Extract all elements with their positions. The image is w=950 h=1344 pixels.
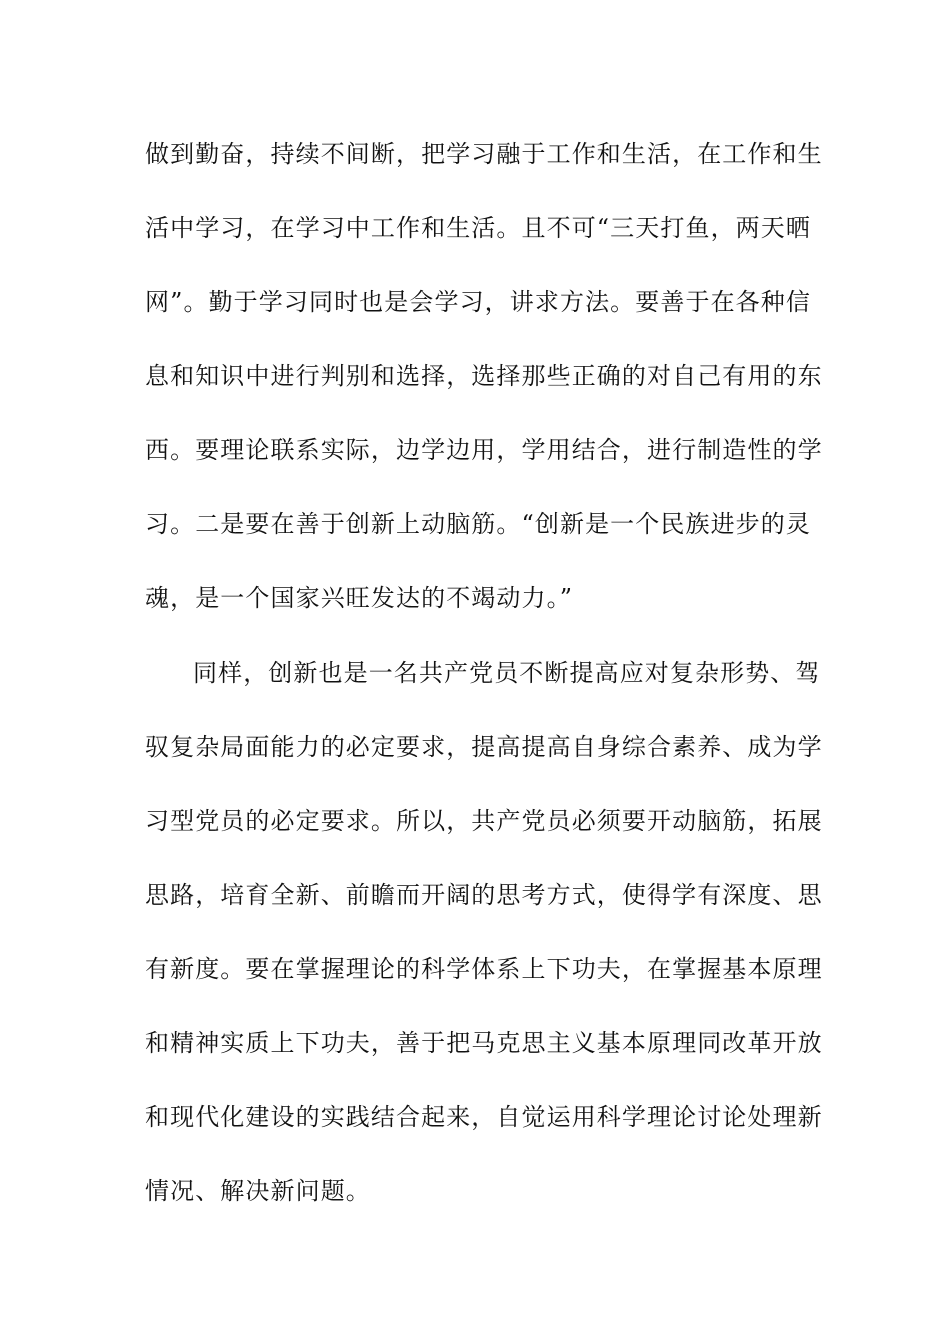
text-line: 情况、解决新问题。 [145, 1177, 371, 1205]
text-line: 和现代化建设的实践结合起来，自觉运用科学理论讨论处理新 [145, 1103, 823, 1131]
text-line: 魂，是一个国家兴旺发达的不竭动力。” [145, 584, 574, 612]
paragraph-first-line: 同样，创新也是一名共产党员不断提高应对复杂形势、驾 [193, 659, 821, 687]
text-line: 西。要理论联系实际，边学边用，学用结合，进行制造性的学 [145, 436, 823, 464]
text-line: 习型党员的必定要求。所以，共产党员必须要开动脑筋，拓展 [145, 807, 823, 835]
text-line: 思路，培育全新、前瞻而开阔的思考方式，使得学有深度、思 [145, 881, 823, 909]
text-line: 有新度。要在掌握理论的科学体系上下功夫，在掌握基本原理 [145, 955, 823, 983]
text-line: 网”。勤于学习同时也是会学习，讲求方法。要善于在各种信 [145, 288, 811, 316]
text-line: 和精神实质上下功夫，善于把马克思主义基本原理同改革开放 [145, 1029, 823, 1057]
text-line: 驭复杂局面能力的必定要求，提高提高自身综合素养、成为学 [145, 733, 823, 761]
text-line: 做到勤奋，持续不间断，把学习融于工作和生活，在工作和生 [145, 140, 823, 168]
text-line: 息和知识中进行判别和选择，选择那些正确的对自己有用的东 [145, 362, 823, 390]
text-line: 活中学习，在学习中工作和生活。且不可“三天打鱼，两天晒 [145, 214, 811, 242]
text-line: 习。二是要在善于创新上动脑筋。“创新是一个民族进步的灵 [145, 510, 811, 538]
